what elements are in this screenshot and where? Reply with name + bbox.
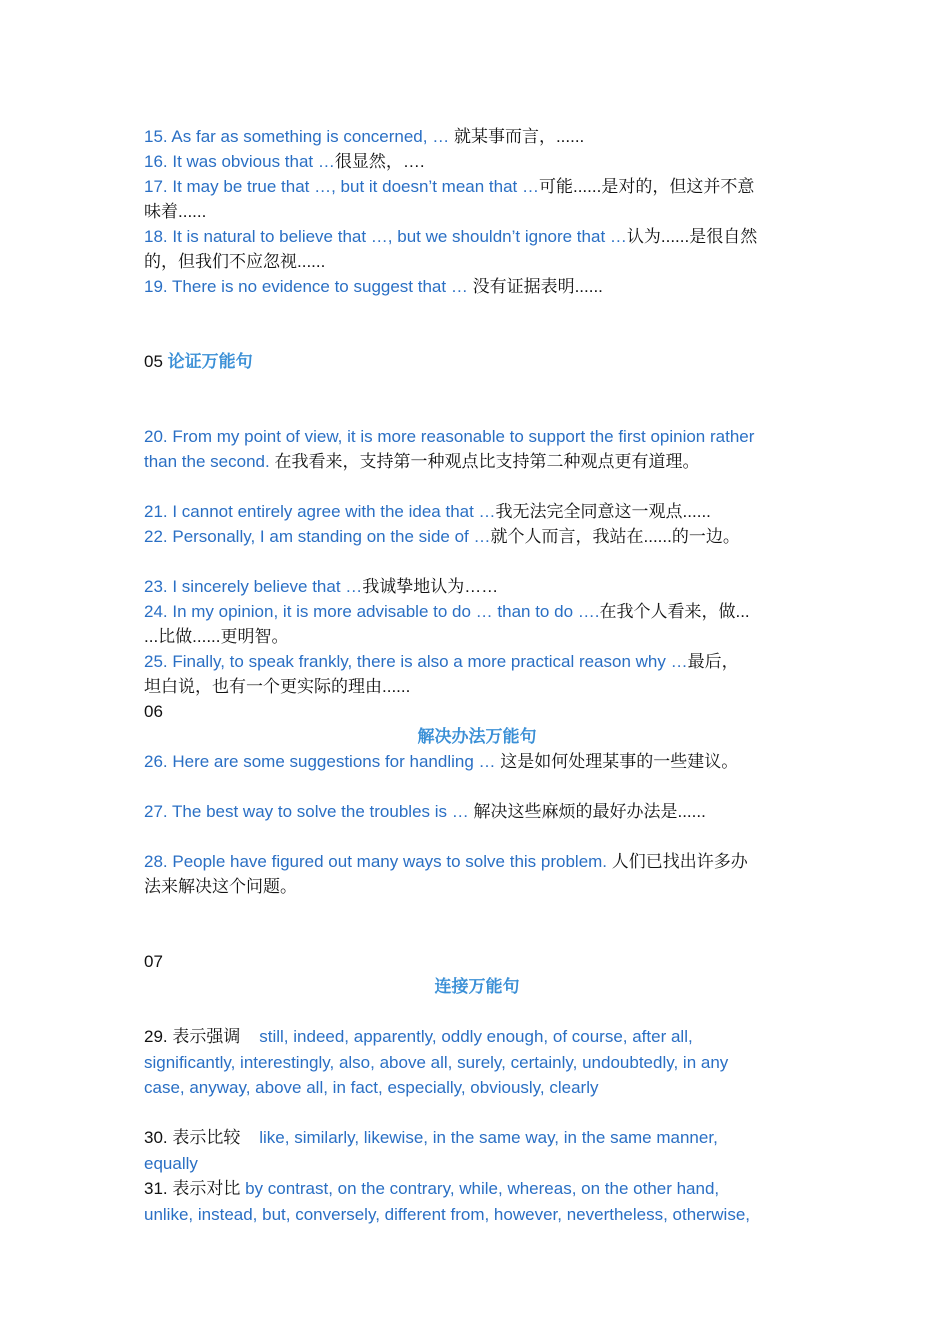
- section-number-07: 07: [144, 952, 163, 971]
- list-item-22: 22. Personally, I am standing on the side of …就个人而言，我站在......的一边。: [144, 527, 740, 546]
- list-item-29: 29. 表示强调 still, indeed, apparently, oddly enough, of course, after all,: [144, 1027, 693, 1047]
- list-item-24-cont: ...比做......更明智。: [144, 627, 289, 646]
- section-number-06: 06: [144, 702, 163, 721]
- section-heading-07: 连接万能句: [434, 977, 520, 996]
- section-heading-06: 解决办法万能句: [417, 727, 537, 746]
- list-item-20: 20. From my point of view, it is more reasonable to support the first opinion rather: [144, 427, 755, 446]
- list-item-29-cont2: case, anyway, above all, in fact, especially, obviously, clearly: [144, 1078, 599, 1097]
- list-item-17-cont: 味着......: [144, 202, 207, 221]
- list-item-15: 15. As far as something is concerned, … 就某事而言，......: [144, 127, 585, 146]
- list-item-31-cont: unlike, instead, but, conversely, different from, however, nevertheless, otherwise,: [144, 1205, 751, 1224]
- list-item-18: 18. It is natural to believe that …, but we shouldn’t ignore that …认为......是很自然: [144, 227, 758, 246]
- list-item-21: 21. I cannot entirely agree with the idea that …我无法完全同意这一观点......: [144, 502, 711, 521]
- list-item-19: 19. There is no evidence to suggest that … 没有证据表明......: [144, 277, 603, 296]
- list-item-17: 17. It may be true that …, but it doesn’t mean that …可能......是对的，但这并不意: [144, 177, 755, 196]
- list-item-28-cont: 法来解决这个问题。: [144, 877, 297, 896]
- list-item-16: 16. It was obvious that …很显然，….: [144, 152, 425, 171]
- section-heading-05: 05 论证万能句: [144, 352, 253, 371]
- list-item-31: 31. 表示对比 by contrast, on the contrary, while, whereas, on the other hand,: [144, 1179, 720, 1199]
- list-item-18-cont: 的，但我们不应忽视......: [144, 252, 326, 271]
- list-item-30: 30. 表示比较 like, similarly, likewise, in the same way, in the same manner,: [144, 1128, 718, 1148]
- list-item-30-cont: equally: [144, 1154, 198, 1173]
- list-item-28: 28. People have figured out many ways to solve this problem. 人们已找出许多办: [144, 852, 748, 871]
- list-item-23: 23. I sincerely believe that …我诚挚地认为……: [144, 577, 499, 596]
- list-item-20-cont: than the second. 在我看来，支持第一种观点比支持第二种观点更有道理。: [144, 452, 700, 471]
- list-item-25-cont: 坦白说，也有一个更实际的理由......: [144, 677, 411, 696]
- list-item-25: 25. Finally, to speak frankly, there is also a more practical reason why …最后，: [144, 652, 739, 671]
- list-item-24: 24. In my opinion, it is more advisable to do … than to do ….在我个人看来，做...: [144, 602, 750, 621]
- list-item-27: 27. The best way to solve the troubles is … 解决这些麻烦的最好办法是......: [144, 802, 706, 821]
- list-item-29-cont: significantly, interestingly, also, above all, surely, certainly, undoubtedly, in any: [144, 1053, 729, 1072]
- list-item-26: 26. Here are some suggestions for handling … 这是如何处理某事的一些建议。: [144, 752, 739, 771]
- document-content: [144, 124, 810, 1227]
